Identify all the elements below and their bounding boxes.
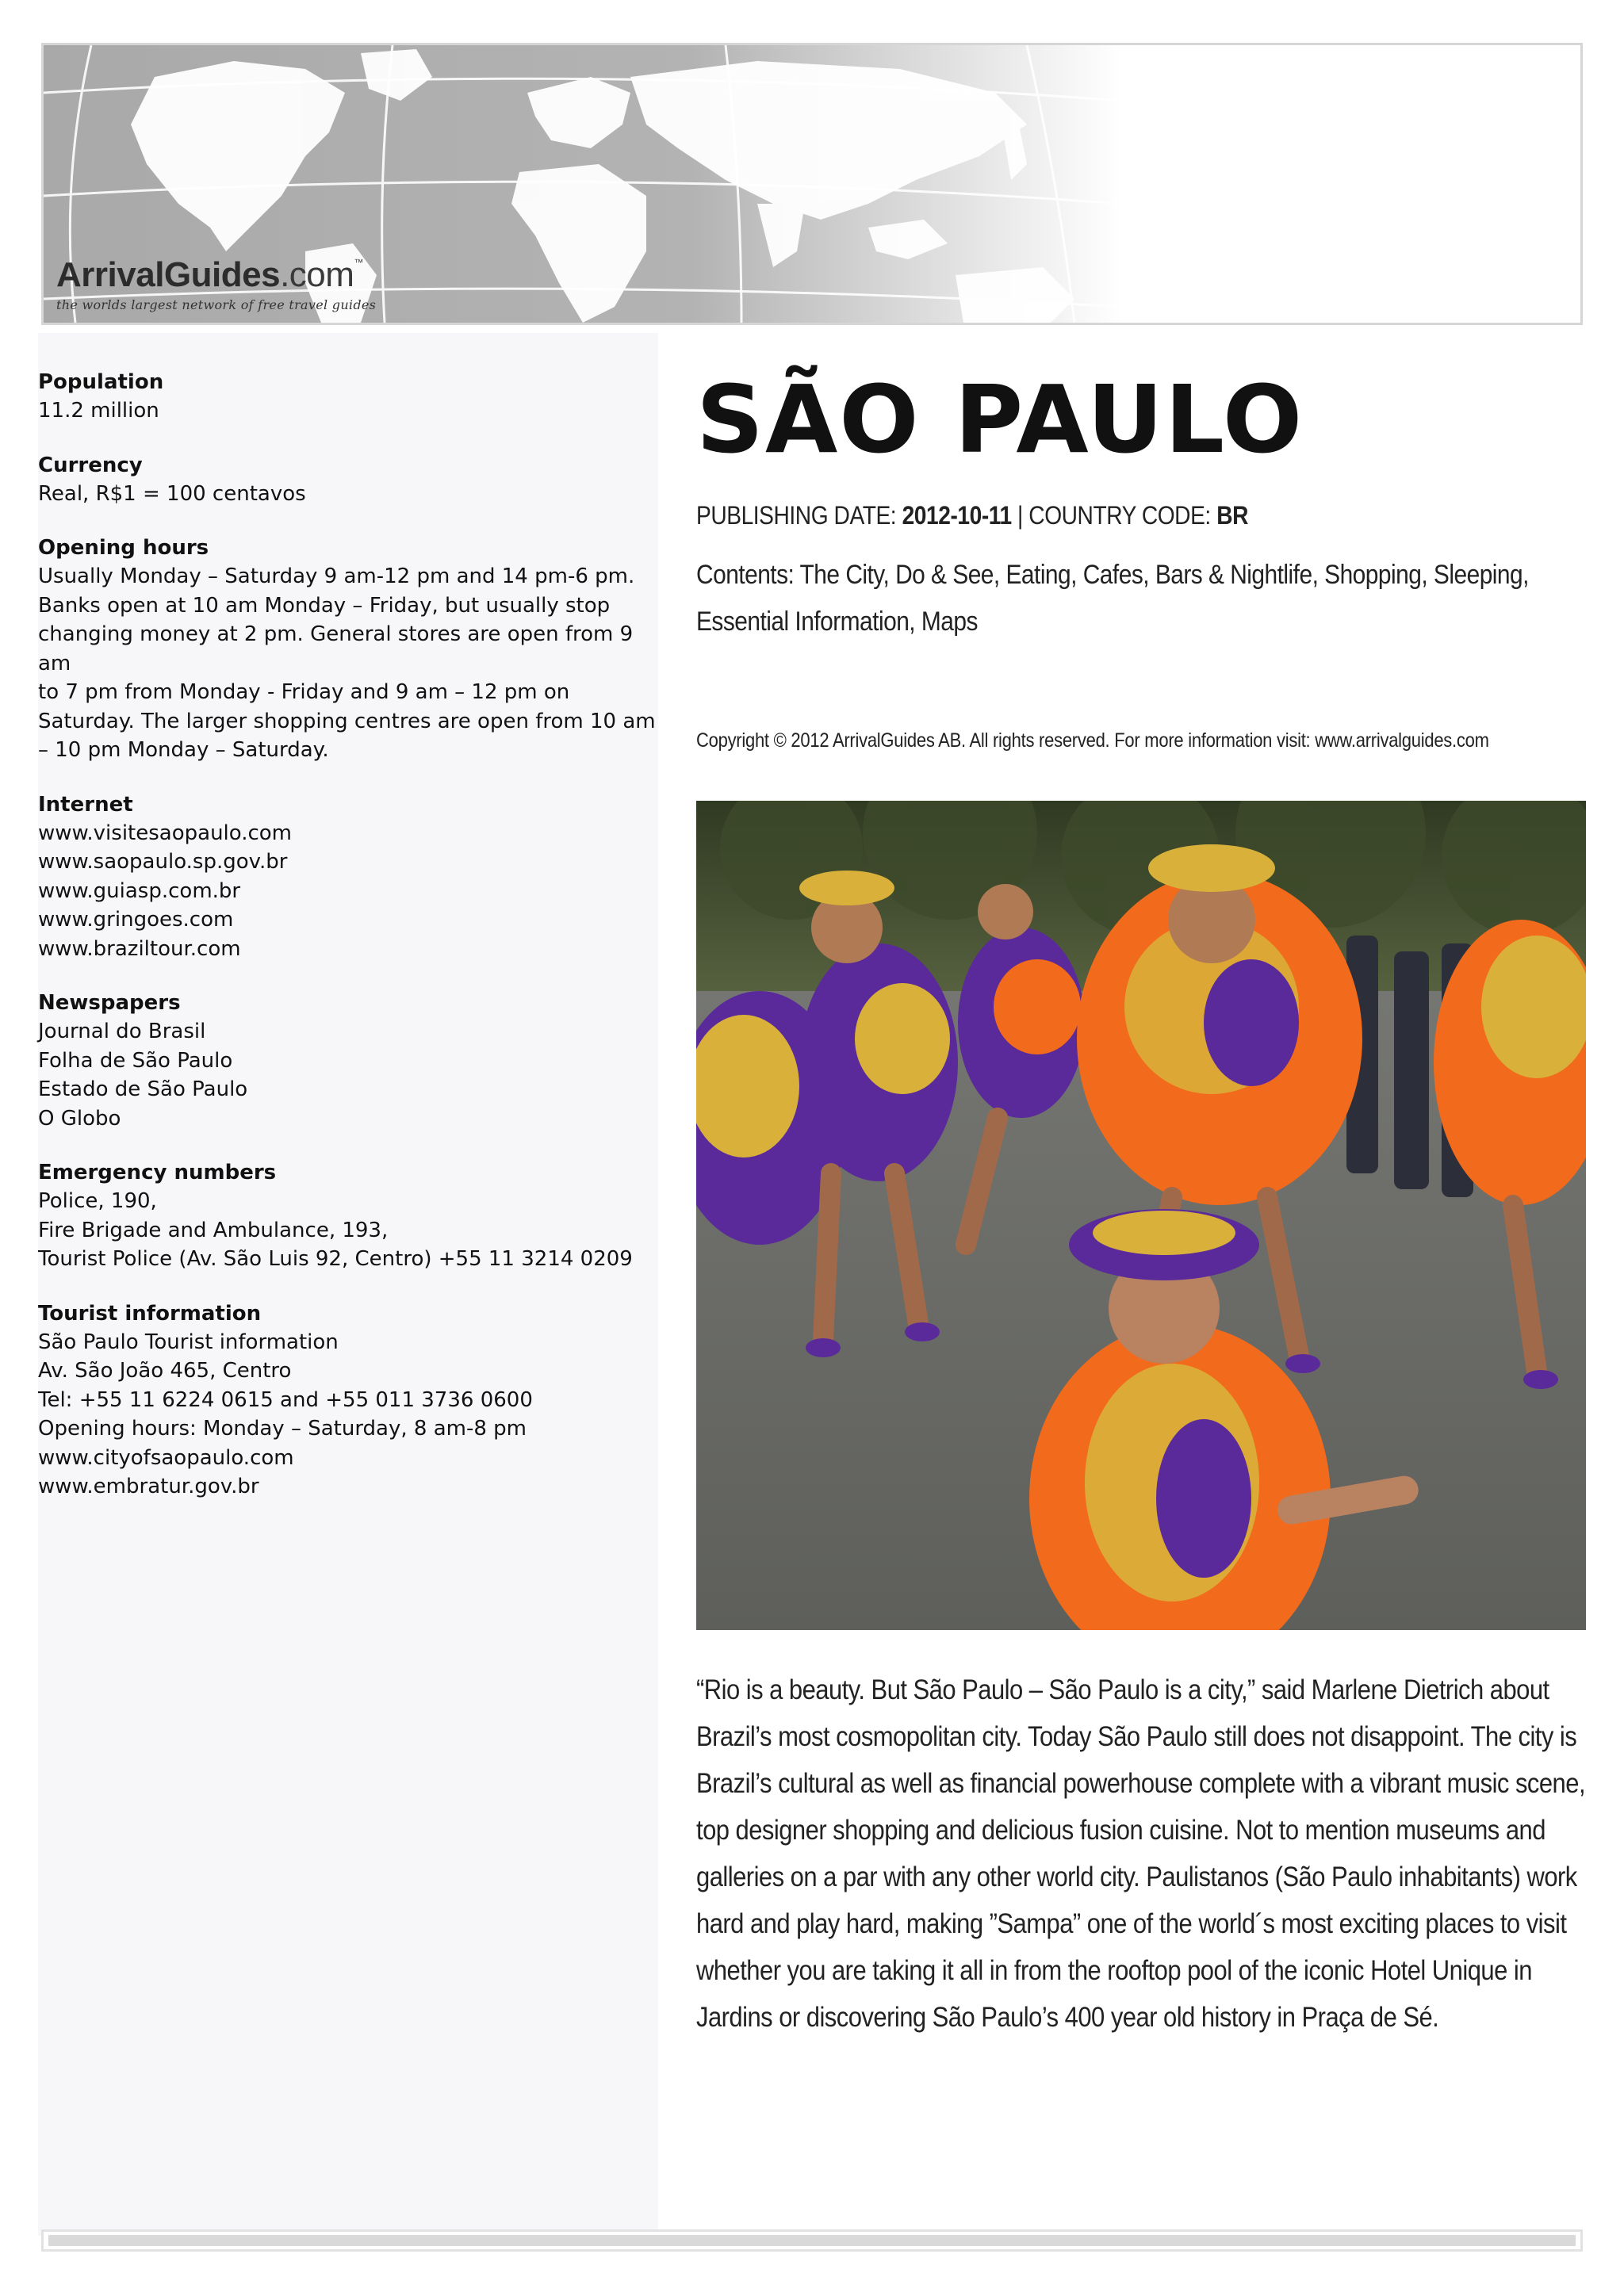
website-link[interactable]: www.saopaulo.sp.gov.br [38,850,288,874]
header-banner [41,43,1583,325]
fact-heading: Population [38,370,164,394]
fact-line: Police, 190, [38,1189,157,1213]
brand-name-bold: ArrivalGuides [56,255,281,294]
publishing-meta [696,501,1248,530]
hero-photo-dancers [696,801,1586,1630]
fact-line: Journal do Brasil [38,1020,206,1043]
trademark-symbol: ™ [354,257,363,268]
footer-bar [41,2229,1583,2252]
fact-section-internet [38,790,665,964]
fact-line: Saturday. The larger shopping centres are open from 10 am [38,709,656,733]
fact-line: Av. São João 465, Centro [38,1359,292,1383]
fact-heading: Internet [38,792,133,817]
brand-name [56,255,376,294]
brand-name-suffix: .com [280,255,354,294]
fact-section-newspapers [38,989,665,1133]
page-title: SÃO PAULO [696,365,1304,474]
fact-sidebar [38,333,658,2236]
intro-paragraph: “Rio is a beauty. But São Paulo – São Paulo is a city,” said Marlene Dietrich about Brazil’s most cosmopolitan city. Today São Paulo still does not disappoint. The city is Brazil’s cultural as well as financial powerhouse complete with a vibrant music scene, top designer shopping and delicious fusion cuisine. Not to mention museums and galleries on a par with any other world city. Paulistanos (São Paulo inhabitants) work hard and play hard, making ”Sampa” one of the world´s most exciting places to visit whether you are taking it all in from the rooftop pool of the iconic Hotel Unique in Jardins or discovering São Paulo’s 400 year old history in Praça de Sé. [696,1674,1586,2033]
fact-line: Fire Brigade and Ambulance, 193, [38,1218,389,1242]
fact-line: – 10 pm Monday – Saturday. [38,738,329,762]
fact-heading: Opening hours [38,536,209,560]
fact-line: to 7 pm from Monday - Friday and 9 am – 12 pm on [38,680,570,704]
brand-logo[interactable] [56,255,377,312]
fact-line: Folha de São Paulo [38,1048,233,1073]
main-content [696,365,1586,2033]
website-link[interactable]: www.guiasp.com.br [38,878,241,903]
fact-section-opening-hours [38,534,665,765]
fact-heading: Newspapers [38,991,181,1015]
fact-line: O Globo [38,1106,121,1131]
meta-separator: | [1011,501,1029,530]
contents-list: Contents: The City, Do & See, Eating, Cafes, Bars & Nightlife, Shopping, Sleeping, Essential Information, Maps [696,560,1529,637]
website-link[interactable]: www.visitesaopaulo.com [38,821,293,845]
country-code-label: COUNTRY CODE: [1028,501,1217,530]
fact-heading: Tourist information [38,1301,262,1326]
publishing-date: 2012-10-11 [902,501,1012,530]
website-link[interactable]: www.embratur.gov.br [38,1475,259,1498]
footer-bar-fill [48,2235,1576,2246]
hero-photo-illustration [696,801,1586,1630]
publishing-date-label: PUBLISHING DATE: [696,501,902,530]
fact-section-currency [38,451,665,509]
fact-line: Opening hours: Monday – Saturday, 8 am-8 pm [38,1417,527,1441]
fact-line: Banks open at 10 am Monday – Friday, but usually stop [38,593,611,618]
fact-line: Usually Monday – Saturday 9 am-12 pm and 14 pm-6 pm. [38,564,635,588]
fact-heading: Emergency numbers [38,1161,277,1184]
copyright-notice: Copyright © 2012 ArrivalGuides AB. All rights reserved. For more information visit: www.arrivalguides.com [696,729,1489,752]
fact-line: São Paulo Tourist information [38,1330,339,1354]
fact-heading: Currency [38,453,143,477]
website-link[interactable]: www.cityofsaopaulo.com [38,1445,294,1470]
website-link[interactable]: www.braziltour.com [38,936,241,961]
fact-line: changing money at 2 pm. General stores are open from 9 am [38,622,634,675]
fact-section-population [38,368,665,426]
brand-tagline: the worlds largest network of free travel guides [56,297,377,312]
fact-line: Real, R$1 = 100 centavos [38,481,306,506]
fact-section-tourist-info [38,1299,665,1502]
fact-line: Tel: +55 11 6224 0615 and +55 011 3736 0600 [38,1387,533,1412]
fact-line: Tourist Police (Av. São Luis 92, Centro) +55 11 3214 0209 [38,1247,633,1271]
fact-list [38,368,665,1527]
website-link[interactable]: www.gringoes.com [38,908,234,932]
fact-line: Estado de São Paulo [38,1077,248,1101]
fact-section-emergency [38,1158,665,1274]
fact-line: 11.2 million [38,399,159,423]
country-code: BR [1216,501,1248,530]
